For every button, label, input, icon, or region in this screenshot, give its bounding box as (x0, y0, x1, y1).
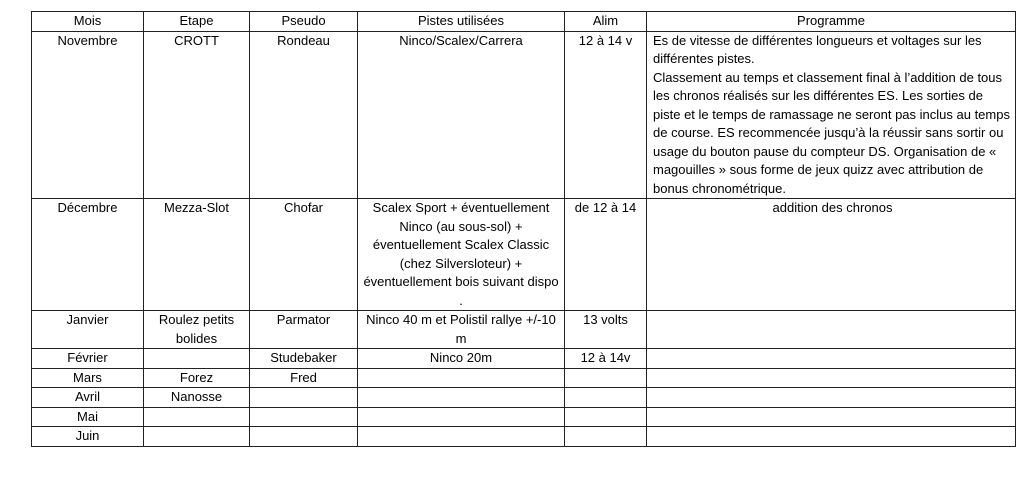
schedule-table (31, 11, 1016, 447)
cell-mois: Mai (32, 407, 144, 427)
cell-programme (647, 368, 1016, 388)
cell-programme (647, 31, 1016, 199)
table-row (32, 388, 1016, 408)
cell-mois: Janvier (32, 311, 144, 349)
cell-mois: Juin (32, 427, 144, 447)
cell-programme: addition des chronos (647, 199, 1016, 311)
cell-pistes: Scalex Sport + éventuellement Ninco (au sous-sol) + éventuellement Scalex Classic (chez Silversloteur) + éventuellement bois suivant dispo . (358, 199, 565, 311)
cell-alim: 12 à 14v (565, 349, 647, 369)
cell-etape (144, 407, 250, 427)
cell-pistes (358, 368, 565, 388)
cell-etape: CROTT (144, 31, 250, 199)
cell-programme (647, 388, 1016, 408)
cell-mois: Avril (32, 388, 144, 408)
programme-paragraph-2: Classement au temps et classement final à l’addition de tous les chronos réalisés sur les différentes ES. Les sorties de piste et le temps de ramassage ne seront pas inclus au temps de course. ES recommencée jusqu’à la réussir sans sortir ou usage du bouton pause du compteur DS. Organisation de « magouilles » sous forme de jeux quizz avec attribution de bonus chronométrique. (653, 69, 1010, 196)
cell-programme (647, 427, 1016, 447)
cell-pistes (358, 388, 565, 408)
cell-programme (647, 407, 1016, 427)
cell-alim (565, 368, 647, 388)
cell-alim (565, 427, 647, 447)
header-mois: Mois (32, 12, 144, 32)
header-pseudo: Pseudo (250, 12, 358, 32)
cell-alim: 12 à 14 v (565, 31, 647, 199)
header-programme: Programme (647, 12, 1016, 32)
cell-pistes (358, 407, 565, 427)
table-row (32, 349, 1016, 369)
table-row (32, 31, 1016, 199)
cell-pistes: Ninco/Scalex/Carrera (358, 31, 565, 199)
cell-etape (144, 349, 250, 369)
header-etape: Etape (144, 12, 250, 32)
cell-pistes (358, 427, 565, 447)
table-row (32, 199, 1016, 311)
cell-pseudo: Parmator (250, 311, 358, 349)
cell-pistes: Ninco 20m (358, 349, 565, 369)
cell-pseudo: Fred (250, 368, 358, 388)
cell-etape (144, 427, 250, 447)
cell-alim (565, 388, 647, 408)
cell-mois: Mars (32, 368, 144, 388)
cell-programme (647, 311, 1016, 349)
table-row (32, 368, 1016, 388)
cell-pseudo (250, 407, 358, 427)
cell-alim: de 12 à 14 (565, 199, 647, 311)
cell-mois: Novembre (32, 31, 144, 199)
cell-pistes: Ninco 40 m et Polistil rallye +/-10 m (358, 311, 565, 349)
table-row (32, 407, 1016, 427)
header-pistes: Pistes utilisées (358, 12, 565, 32)
cell-etape: Mezza-Slot (144, 199, 250, 311)
cell-mois: Février (32, 349, 144, 369)
cell-etape: Nanosse (144, 388, 250, 408)
cell-mois: Décembre (32, 199, 144, 311)
header-alim: Alim (565, 12, 647, 32)
cell-alim: 13 volts (565, 311, 647, 349)
programme-paragraph-1: Es de vitesse de différentes longueurs et voltages sur les différentes pistes. (653, 32, 982, 66)
cell-pseudo: Rondeau (250, 31, 358, 199)
cell-etape: Forez (144, 368, 250, 388)
cell-pseudo (250, 427, 358, 447)
table-row (32, 311, 1016, 349)
cell-etape: Roulez petits bolides (144, 311, 250, 349)
cell-programme (647, 349, 1016, 369)
table-row (32, 427, 1016, 447)
cell-pseudo: Studebaker (250, 349, 358, 369)
cell-pseudo: Chofar (250, 199, 358, 311)
cell-pseudo (250, 388, 358, 408)
cell-alim (565, 407, 647, 427)
header-row (32, 12, 1016, 32)
